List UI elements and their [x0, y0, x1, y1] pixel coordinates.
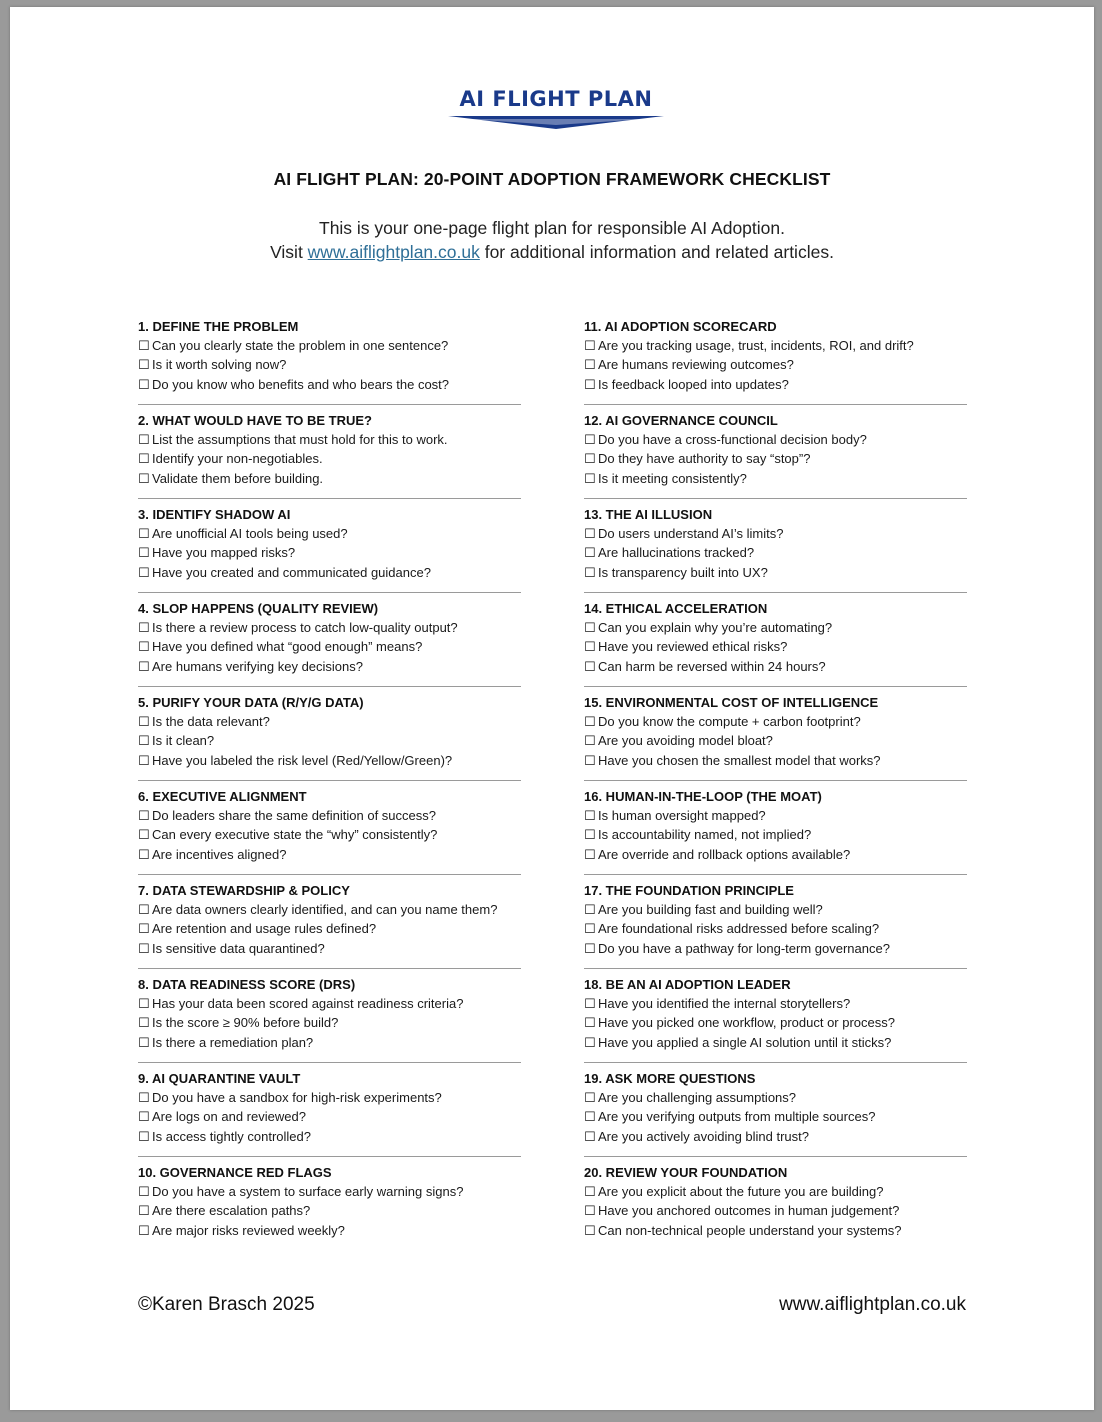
section-title: 7. DATA STEWARDSHIP & POLICY: [138, 883, 350, 898]
checkbox-icon[interactable]: ☐: [584, 1128, 596, 1144]
section-divider: [584, 968, 967, 969]
checklist-item[interactable]: [584, 1201, 967, 1220]
checkbox-icon[interactable]: ☐: [584, 1090, 596, 1105]
checkbox-icon[interactable]: ☐: [138, 620, 150, 635]
section-divider: [138, 968, 521, 969]
checkbox-icon[interactable]: ☐: [584, 545, 596, 561]
footer-website[interactable]: www.aiflightplan.co.uk: [779, 1294, 966, 1315]
checklist-item-text: Have you defined what “good enough” means?: [152, 639, 423, 655]
checklist-item[interactable]: [584, 657, 967, 676]
checklist-item[interactable]: [584, 1221, 967, 1240]
section-divider: [138, 498, 521, 499]
checklist-item-text: Are incentives aligned?: [152, 846, 287, 862]
checkbox-icon[interactable]: ☐: [138, 996, 150, 1011]
checklist-section: [138, 1163, 521, 1257]
checkbox-icon[interactable]: ☐: [584, 752, 596, 768]
checklist-item-text: Are you building fast and building well?: [598, 902, 823, 917]
checkbox-icon[interactable]: ☐: [584, 564, 596, 580]
checklist-item[interactable]: [584, 355, 967, 374]
checkbox-icon[interactable]: ☐: [138, 432, 150, 447]
checklist-section: [584, 787, 967, 881]
checklist-item-text: Do you know the compute + carbon footprint?: [598, 714, 861, 729]
website-link[interactable]: www.aiflightplan.co.uk: [307, 242, 480, 262]
checklist-item[interactable]: [584, 1107, 967, 1126]
checklist-item[interactable]: [584, 712, 967, 731]
checklist-item-text: Do users understand AI’s limits?: [598, 526, 784, 541]
checklist-item[interactable]: [138, 449, 521, 468]
checklist-item-text: Are major risks reviewed weekly?: [152, 1222, 345, 1238]
section-title: 4. SLOP HAPPENS (QUALITY REVIEW): [138, 601, 379, 616]
checklist-item[interactable]: [138, 355, 521, 374]
checklist-item-text: Can you clearly state the problem in one sentence?: [152, 338, 449, 353]
section-title: 16. HUMAN-IN-THE-LOOP (THE MOAT): [584, 789, 822, 804]
checklist-section: [138, 505, 521, 599]
checkbox-icon[interactable]: ☐: [138, 526, 150, 541]
checklist-item[interactable]: [138, 657, 521, 676]
checklist-section: [138, 599, 521, 693]
checklist-section: [584, 411, 967, 505]
checklist-section: [584, 1163, 967, 1257]
checklist-item[interactable]: [138, 751, 521, 770]
checklist-item[interactable]: [138, 563, 521, 582]
checklist-item-text: Are you challenging assumptions?: [598, 1090, 797, 1105]
checkbox-icon[interactable]: ☐: [584, 620, 596, 635]
checklist-item-text: Do you have a pathway for long-term governance?: [598, 940, 890, 956]
checkbox-icon[interactable]: ☐: [138, 1034, 150, 1050]
checkbox-icon[interactable]: ☐: [138, 376, 150, 392]
checklist-item-text: Are you tracking usage, trust, incidents, ROI, and drift?: [598, 338, 914, 353]
checkbox-icon[interactable]: ☐: [584, 996, 596, 1011]
logo-wing-icon: [446, 111, 666, 133]
logo-text: AI FLIGHT PLAN: [459, 87, 653, 111]
checklist-item[interactable]: [138, 430, 521, 449]
checklist-item-text: Do leaders share the same definition of success?: [152, 808, 436, 823]
checklist-item-text: List the assumptions that must hold for this to work.: [152, 432, 448, 447]
checklist-item[interactable]: [138, 919, 521, 938]
section-title: 15. ENVIRONMENTAL COST OF INTELLIGENCE: [584, 695, 879, 710]
checklist-item-text: Is there a review process to catch low-quality output?: [152, 620, 458, 635]
checklist-item-text: Have you mapped risks?: [152, 545, 296, 561]
checklist-item-text: Are you actively avoiding blind trust?: [598, 1128, 810, 1144]
checkbox-icon[interactable]: ☐: [584, 808, 596, 823]
checklist-item-text: Do you have a sandbox for high-risk experiments?: [152, 1090, 442, 1105]
checklist-item[interactable]: [138, 375, 521, 394]
checklist-item-text: Have you labeled the risk level (Red/Yellow/Green)?: [152, 752, 453, 768]
section-divider: [584, 874, 967, 875]
checklist-item[interactable]: [584, 543, 967, 562]
checklist-item[interactable]: [138, 900, 521, 919]
checkbox-icon[interactable]: ☐: [138, 545, 150, 561]
checklist-item[interactable]: [138, 618, 521, 637]
checklist-item-text: Is it worth solving now?: [152, 357, 287, 373]
checklist-item-text: Is human oversight mapped?: [598, 808, 766, 823]
section-title: 2. WHAT WOULD HAVE TO BE TRUE?: [138, 413, 372, 428]
checklist-section: [138, 693, 521, 787]
checklist-item[interactable]: [584, 1013, 967, 1032]
section-title: 8. DATA READINESS SCORE (DRS): [138, 977, 356, 992]
section-title: 10. GOVERNANCE RED FLAGS: [138, 1165, 332, 1180]
checklist-item[interactable]: [584, 524, 967, 543]
checklist-item[interactable]: [584, 1088, 967, 1107]
checklist-item-text: Is accountability named, not implied?: [598, 827, 812, 843]
section-title: 12. AI GOVERNANCE COUNCIL: [584, 413, 778, 428]
checkbox-icon[interactable]: ☐: [138, 1184, 150, 1199]
checkbox-icon[interactable]: ☐: [584, 376, 596, 392]
checklist-item[interactable]: [138, 637, 521, 656]
checklist-item[interactable]: [138, 825, 521, 844]
checklist-left-column: [138, 317, 521, 1257]
ai-flight-plan-logo: [446, 87, 666, 135]
checkbox-icon[interactable]: ☐: [584, 733, 596, 749]
section-divider: [584, 1156, 967, 1157]
checkbox-icon[interactable]: ☐: [138, 921, 150, 937]
section-divider: [138, 404, 521, 405]
checkbox-icon[interactable]: ☐: [584, 940, 596, 956]
section-title: 5. PURIFY YOUR DATA (R/Y/G DATA): [138, 695, 364, 710]
checklist-item[interactable]: [138, 1127, 521, 1146]
checkbox-icon[interactable]: ☐: [584, 357, 596, 373]
section-divider: [584, 686, 967, 687]
section-divider: [138, 592, 521, 593]
section-divider: [138, 1062, 521, 1063]
checklist-item[interactable]: [584, 751, 967, 770]
section-divider: [138, 780, 521, 781]
checklist-item-text: Do you have a system to surface early warning signs?: [152, 1184, 464, 1199]
checkbox-icon[interactable]: ☐: [584, 1184, 596, 1199]
checklist-section: [584, 881, 967, 975]
checklist-section: [584, 505, 967, 599]
checklist-item-text: Are retention and usage rules defined?: [152, 921, 377, 937]
checkbox-icon[interactable]: ☐: [138, 902, 150, 917]
checklist-item[interactable]: [584, 1033, 967, 1052]
checkbox-icon[interactable]: ☐: [138, 846, 150, 862]
checklist-item[interactable]: [138, 1088, 521, 1107]
checklist-item[interactable]: [138, 543, 521, 562]
checklist-item[interactable]: [138, 1107, 521, 1126]
checkbox-icon[interactable]: ☐: [138, 940, 150, 956]
copyright-text: ©Karen Brasch 2025: [138, 1294, 315, 1315]
checklist-item[interactable]: [584, 806, 967, 825]
checklist-item[interactable]: [584, 1182, 967, 1201]
checkbox-icon[interactable]: ☐: [584, 338, 596, 353]
checklist-item[interactable]: [584, 618, 967, 637]
checklist-item[interactable]: [584, 731, 967, 750]
checklist-section: [584, 1069, 967, 1163]
checklist-section: [138, 411, 521, 505]
checkbox-icon[interactable]: ☐: [584, 827, 596, 843]
checkbox-icon[interactable]: ☐: [584, 1034, 596, 1050]
checklist-item-text: Can you explain why you’re automating?: [598, 620, 833, 635]
checklist-item[interactable]: [138, 712, 521, 731]
checklist-item[interactable]: [584, 825, 967, 844]
checklist-section: [138, 975, 521, 1069]
checklist-item-text: Do you know who benefits and who bears the cost?: [152, 376, 450, 392]
checkbox-icon[interactable]: ☐: [584, 902, 596, 917]
checklist-item-text: Can non-technical people understand your systems?: [598, 1222, 902, 1238]
checkbox-icon[interactable]: ☐: [138, 1015, 150, 1031]
section-title: 9. AI QUARANTINE VAULT: [138, 1071, 301, 1086]
intro-text: [10, 216, 1094, 264]
checkbox-icon[interactable]: ☐: [138, 357, 150, 373]
checklist-item-text: Do you have a cross-functional decision body?: [598, 432, 867, 447]
checklist-item-text: Is the data relevant?: [152, 714, 270, 729]
checklist-item[interactable]: [584, 430, 967, 449]
checklist-item-text: Are logs on and reviewed?: [152, 1109, 306, 1125]
document-page: [10, 7, 1094, 1410]
checkbox-icon[interactable]: ☐: [584, 1222, 596, 1238]
checklist-item-text: Have you picked one workflow, product or process?: [598, 1015, 895, 1031]
section-title: 1. DEFINE THE PROBLEM: [138, 319, 299, 334]
checkbox-icon[interactable]: ☐: [584, 1109, 596, 1125]
checkbox-icon[interactable]: ☐: [584, 1203, 596, 1219]
checklist-item[interactable]: [138, 1033, 521, 1052]
checklist-section: [584, 317, 967, 411]
section-title: 14. ETHICAL ACCELERATION: [584, 601, 768, 616]
checklist-item-text: Have you reviewed ethical risks?: [598, 639, 788, 655]
checklist-item-text: Have you chosen the smallest model that works?: [598, 752, 881, 768]
checkbox-icon[interactable]: ☐: [138, 470, 150, 486]
checkbox-icon[interactable]: ☐: [584, 451, 596, 467]
checkbox-icon[interactable]: ☐: [584, 846, 596, 862]
section-title: 20. REVIEW YOUR FOUNDATION: [584, 1165, 788, 1180]
checkbox-icon[interactable]: ☐: [584, 639, 596, 655]
checklist-item-text: Have you created and communicated guidance?: [152, 564, 431, 580]
checklist-item[interactable]: [138, 1013, 521, 1032]
checklist-item-text: Have you identified the internal storytellers?: [598, 996, 851, 1011]
checklist-section: [138, 317, 521, 411]
checklist-item-text: Is sensitive data quarantined?: [152, 940, 325, 956]
section-title: 17. THE FOUNDATION PRINCIPLE: [584, 883, 794, 898]
section-divider: [138, 686, 521, 687]
checklist-item[interactable]: [584, 994, 967, 1013]
checklist-item[interactable]: [138, 336, 521, 355]
checklist-item-text: Are you avoiding model bloat?: [598, 733, 773, 749]
checkbox-icon[interactable]: ☐: [138, 827, 150, 843]
checklist-item[interactable]: [584, 449, 967, 468]
section-divider: [138, 1156, 521, 1157]
checklist-item-text: Are hallucinations tracked?: [598, 545, 755, 561]
checklist-item-text: Are humans reviewing outcomes?: [598, 357, 794, 373]
checklist-item[interactable]: [584, 563, 967, 582]
section-title: 6. EXECUTIVE ALIGNMENT: [138, 789, 307, 804]
checklist-item[interactable]: [138, 524, 521, 543]
checklist-item[interactable]: [138, 469, 521, 488]
checklist-item[interactable]: [138, 806, 521, 825]
checklist-section: [138, 1069, 521, 1163]
checklist-item[interactable]: [138, 845, 521, 864]
checklist-item-text: Do they have authority to say “stop”?: [598, 451, 811, 467]
checkbox-icon[interactable]: ☐: [138, 639, 150, 655]
checklist-item-text: Are there escalation paths?: [152, 1203, 311, 1219]
checklist-item[interactable]: [138, 994, 521, 1013]
checklist-item[interactable]: [584, 939, 967, 958]
checklist-item-text: Is access tightly controlled?: [152, 1128, 311, 1144]
checklist-item-text: Can every executive state the “why” consistently?: [152, 827, 438, 843]
checkbox-icon[interactable]: ☐: [138, 1109, 150, 1125]
section-title: 19. ASK MORE QUESTIONS: [584, 1071, 756, 1086]
section-divider: [584, 404, 967, 405]
checklist-item-text: Are foundational risks addressed before scaling?: [598, 921, 880, 937]
checklist-item-text: Is it meeting consistently?: [598, 470, 747, 486]
section-divider: [584, 1062, 967, 1063]
checklist-item-text: Are override and rollback options available?: [598, 846, 851, 862]
intro-visit-text: Visit: [270, 242, 308, 262]
document-title: AI FLIGHT PLAN: 20-POINT ADOPTION FRAMEWORK CHECKLIST: [273, 169, 831, 189]
checklist-item[interactable]: [584, 845, 967, 864]
checkbox-icon[interactable]: ☐: [138, 451, 150, 467]
checklist-item[interactable]: [138, 1221, 521, 1240]
checkbox-icon[interactable]: ☐: [138, 752, 150, 768]
checklist-item-text: Are you verifying outputs from multiple sources?: [598, 1109, 876, 1125]
checkbox-icon[interactable]: ☐: [138, 338, 150, 353]
section-title: 11. AI ADOPTION SCORECARD: [584, 319, 777, 334]
checklist-right-column: [584, 317, 967, 1257]
checklist-item-text: Identify your non-negotiables.: [152, 451, 323, 467]
checklist-item-text: Is feedback looped into updates?: [598, 376, 789, 392]
section-title: 13. THE AI ILLUSION: [584, 507, 713, 522]
checklist-item-text: Can harm be reversed within 24 hours?: [598, 658, 826, 674]
checklist-item[interactable]: [584, 900, 967, 919]
section-title: 3. IDENTIFY SHADOW AI: [138, 507, 291, 522]
checklist-item-text: Has your data been scored against readiness criteria?: [152, 996, 464, 1011]
checkbox-icon[interactable]: ☐: [584, 526, 596, 541]
checkbox-icon[interactable]: ☐: [584, 1015, 596, 1031]
section-divider: [584, 592, 967, 593]
checklist-item[interactable]: [584, 919, 967, 938]
checklist-item[interactable]: [584, 1127, 967, 1146]
checklist-section: [584, 693, 967, 787]
checkbox-icon[interactable]: ☐: [138, 1128, 150, 1144]
checklist-item[interactable]: [138, 1182, 521, 1201]
checklist-item[interactable]: [138, 1201, 521, 1220]
checklist-item-text: Have you anchored outcomes in human judgement?: [598, 1203, 900, 1219]
checklist-item[interactable]: [584, 375, 967, 394]
checklist-item-text: Is it clean?: [152, 733, 215, 749]
section-divider: [138, 874, 521, 875]
checklist-item[interactable]: [584, 637, 967, 656]
checkbox-icon[interactable]: ☐: [584, 921, 596, 937]
section-divider: [584, 498, 967, 499]
checkbox-icon[interactable]: ☐: [138, 714, 150, 729]
checkbox-icon[interactable]: ☐: [138, 1090, 150, 1105]
intro-line-2: [10, 240, 1094, 264]
checklist-item-text: Are you explicit about the future you are building?: [598, 1184, 884, 1199]
checklist-item-text: Are humans verifying key decisions?: [152, 658, 363, 674]
checklist-section: [138, 881, 521, 975]
section-title: 18. BE AN AI ADOPTION LEADER: [584, 977, 791, 992]
checklist-section: [138, 787, 521, 881]
checklist-item[interactable]: [584, 336, 967, 355]
intro-line-1: This is your one-page flight plan for responsible AI Adoption.: [319, 218, 785, 238]
checkbox-icon[interactable]: ☐: [584, 432, 596, 447]
checklist-item-text: Is transparency built into UX?: [598, 564, 768, 580]
checkbox-icon[interactable]: ☐: [584, 658, 596, 674]
checkbox-icon[interactable]: ☐: [138, 1222, 150, 1238]
checklist-section: [584, 599, 967, 693]
checkbox-icon[interactable]: ☐: [138, 1203, 150, 1219]
checklist-item[interactable]: [584, 469, 967, 488]
checklist-item-text: Is the score ≥ 90% before build?: [152, 1015, 339, 1031]
checkbox-icon[interactable]: ☐: [584, 714, 596, 729]
checklist-item-text: Validate them before building.: [152, 470, 324, 486]
checklist-section: [584, 975, 967, 1069]
checklist-item[interactable]: [138, 939, 521, 958]
checkbox-icon[interactable]: ☐: [138, 733, 150, 749]
checkbox-icon[interactable]: ☐: [584, 470, 596, 486]
checkbox-icon[interactable]: ☐: [138, 808, 150, 823]
intro-suffix-text: for additional information and related articles.: [479, 242, 834, 262]
checklist-item-text: Are data owners clearly identified, and can you name them?: [152, 902, 498, 917]
checkbox-icon[interactable]: ☐: [138, 564, 150, 580]
checkbox-icon[interactable]: ☐: [138, 658, 150, 674]
checklist-item-text: Have you applied a single AI solution until it sticks?: [598, 1034, 892, 1050]
checklist-item-text: Are unofficial AI tools being used?: [152, 526, 348, 541]
section-divider: [584, 780, 967, 781]
checklist-item-text: Is there a remediation plan?: [152, 1034, 314, 1050]
checklist-item[interactable]: [138, 731, 521, 750]
